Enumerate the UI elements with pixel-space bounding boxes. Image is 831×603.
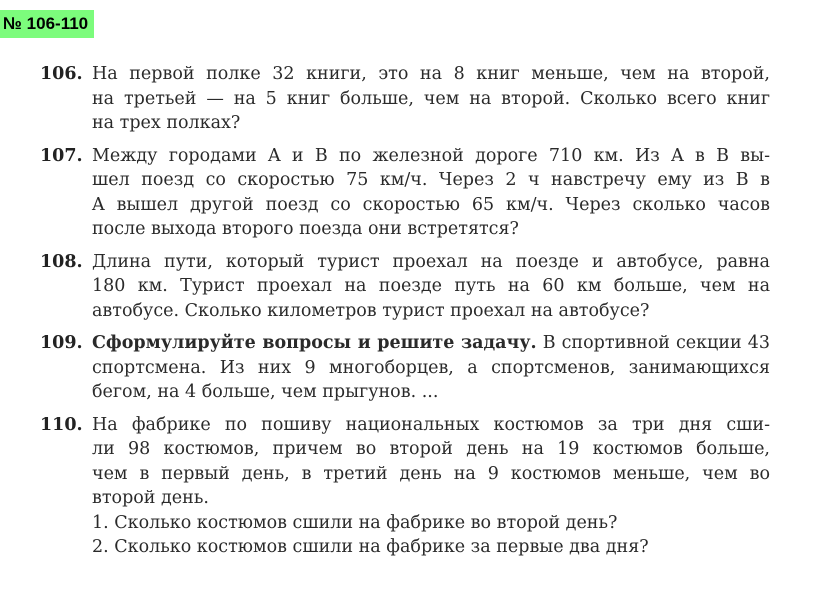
task-text: В спортивной секции 43: [536, 333, 770, 353]
text-line: автобусе. Сколько километров турист проехал на автобусе?: [92, 300, 650, 321]
problem-number: 108.: [40, 251, 83, 272]
text-line: чем в первый день, в третий день на 9 костюмов меньше, чем во: [92, 463, 770, 484]
task-instruction: Сформулируйте вопросы и решите задачу.: [92, 333, 537, 353]
text-line: A вышел другой поезд со скоростью 65 км/ч. Через сколько часов: [92, 194, 770, 215]
text-line: бегом, на 4 больше, чем прыгунов. ...: [92, 382, 439, 402]
text-line: на третьей — на 5 книг больше, чем на второй. Сколько всего книг: [92, 88, 770, 109]
text-line: На фабрике по пошиву национальных костюмов за три дня сши-: [92, 414, 770, 435]
problem-list: [40, 62, 770, 568]
problem-text: [92, 144, 770, 242]
text-line: на трех полках?: [92, 113, 241, 133]
text-line: Между городами A и B по железной дороге 710 км. Из A в B вы-: [92, 145, 770, 166]
problem-106: [40, 62, 770, 136]
problem-text: [92, 413, 770, 560]
text-line: шел поезд со скоростью 75 км/ч. Через 2 ч навстречу ему из B в: [92, 170, 770, 190]
question-2: 2. Сколько костюмов сшили на фабрике за первые два дня?: [92, 537, 649, 557]
problem-number: 109.: [40, 333, 83, 353]
exercise-range-tag: № 106-110: [0, 10, 94, 38]
text-line: На первой полке 32 книги, это на 8 книг меньше, чем на второй,: [92, 64, 770, 84]
problem-number: 106.: [40, 64, 83, 84]
text-line: Длина пути, который турист проехал на поезде и автобусе, равна: [92, 251, 770, 272]
text-line: после выхода второго поезда они встретятся?: [92, 219, 519, 239]
text-line: спортсмена. Из них 9 многоборцев, а спортсменов, занимающихся: [92, 357, 770, 378]
problem-text: [92, 62, 770, 136]
text-line: второй день.: [92, 488, 209, 508]
problem-109: [40, 331, 770, 405]
text-line: ли 98 костюмов, причем во второй день на 19 костюмов больше,: [92, 439, 770, 459]
text-line: 180 км. Турист проехал на поезде путь на 60 км больше, чем на: [92, 276, 770, 296]
problem-number: 110.: [40, 414, 83, 435]
problem-110: [40, 413, 770, 560]
question-1: 1. Сколько костюмов сшили на фабрике во второй день?: [92, 512, 618, 533]
problem-107: [40, 144, 770, 242]
problem-108: [40, 250, 770, 324]
problem-text: [92, 250, 770, 324]
problem-text: [92, 331, 770, 405]
problem-number: 107.: [40, 145, 83, 166]
text-line: [92, 331, 770, 356]
